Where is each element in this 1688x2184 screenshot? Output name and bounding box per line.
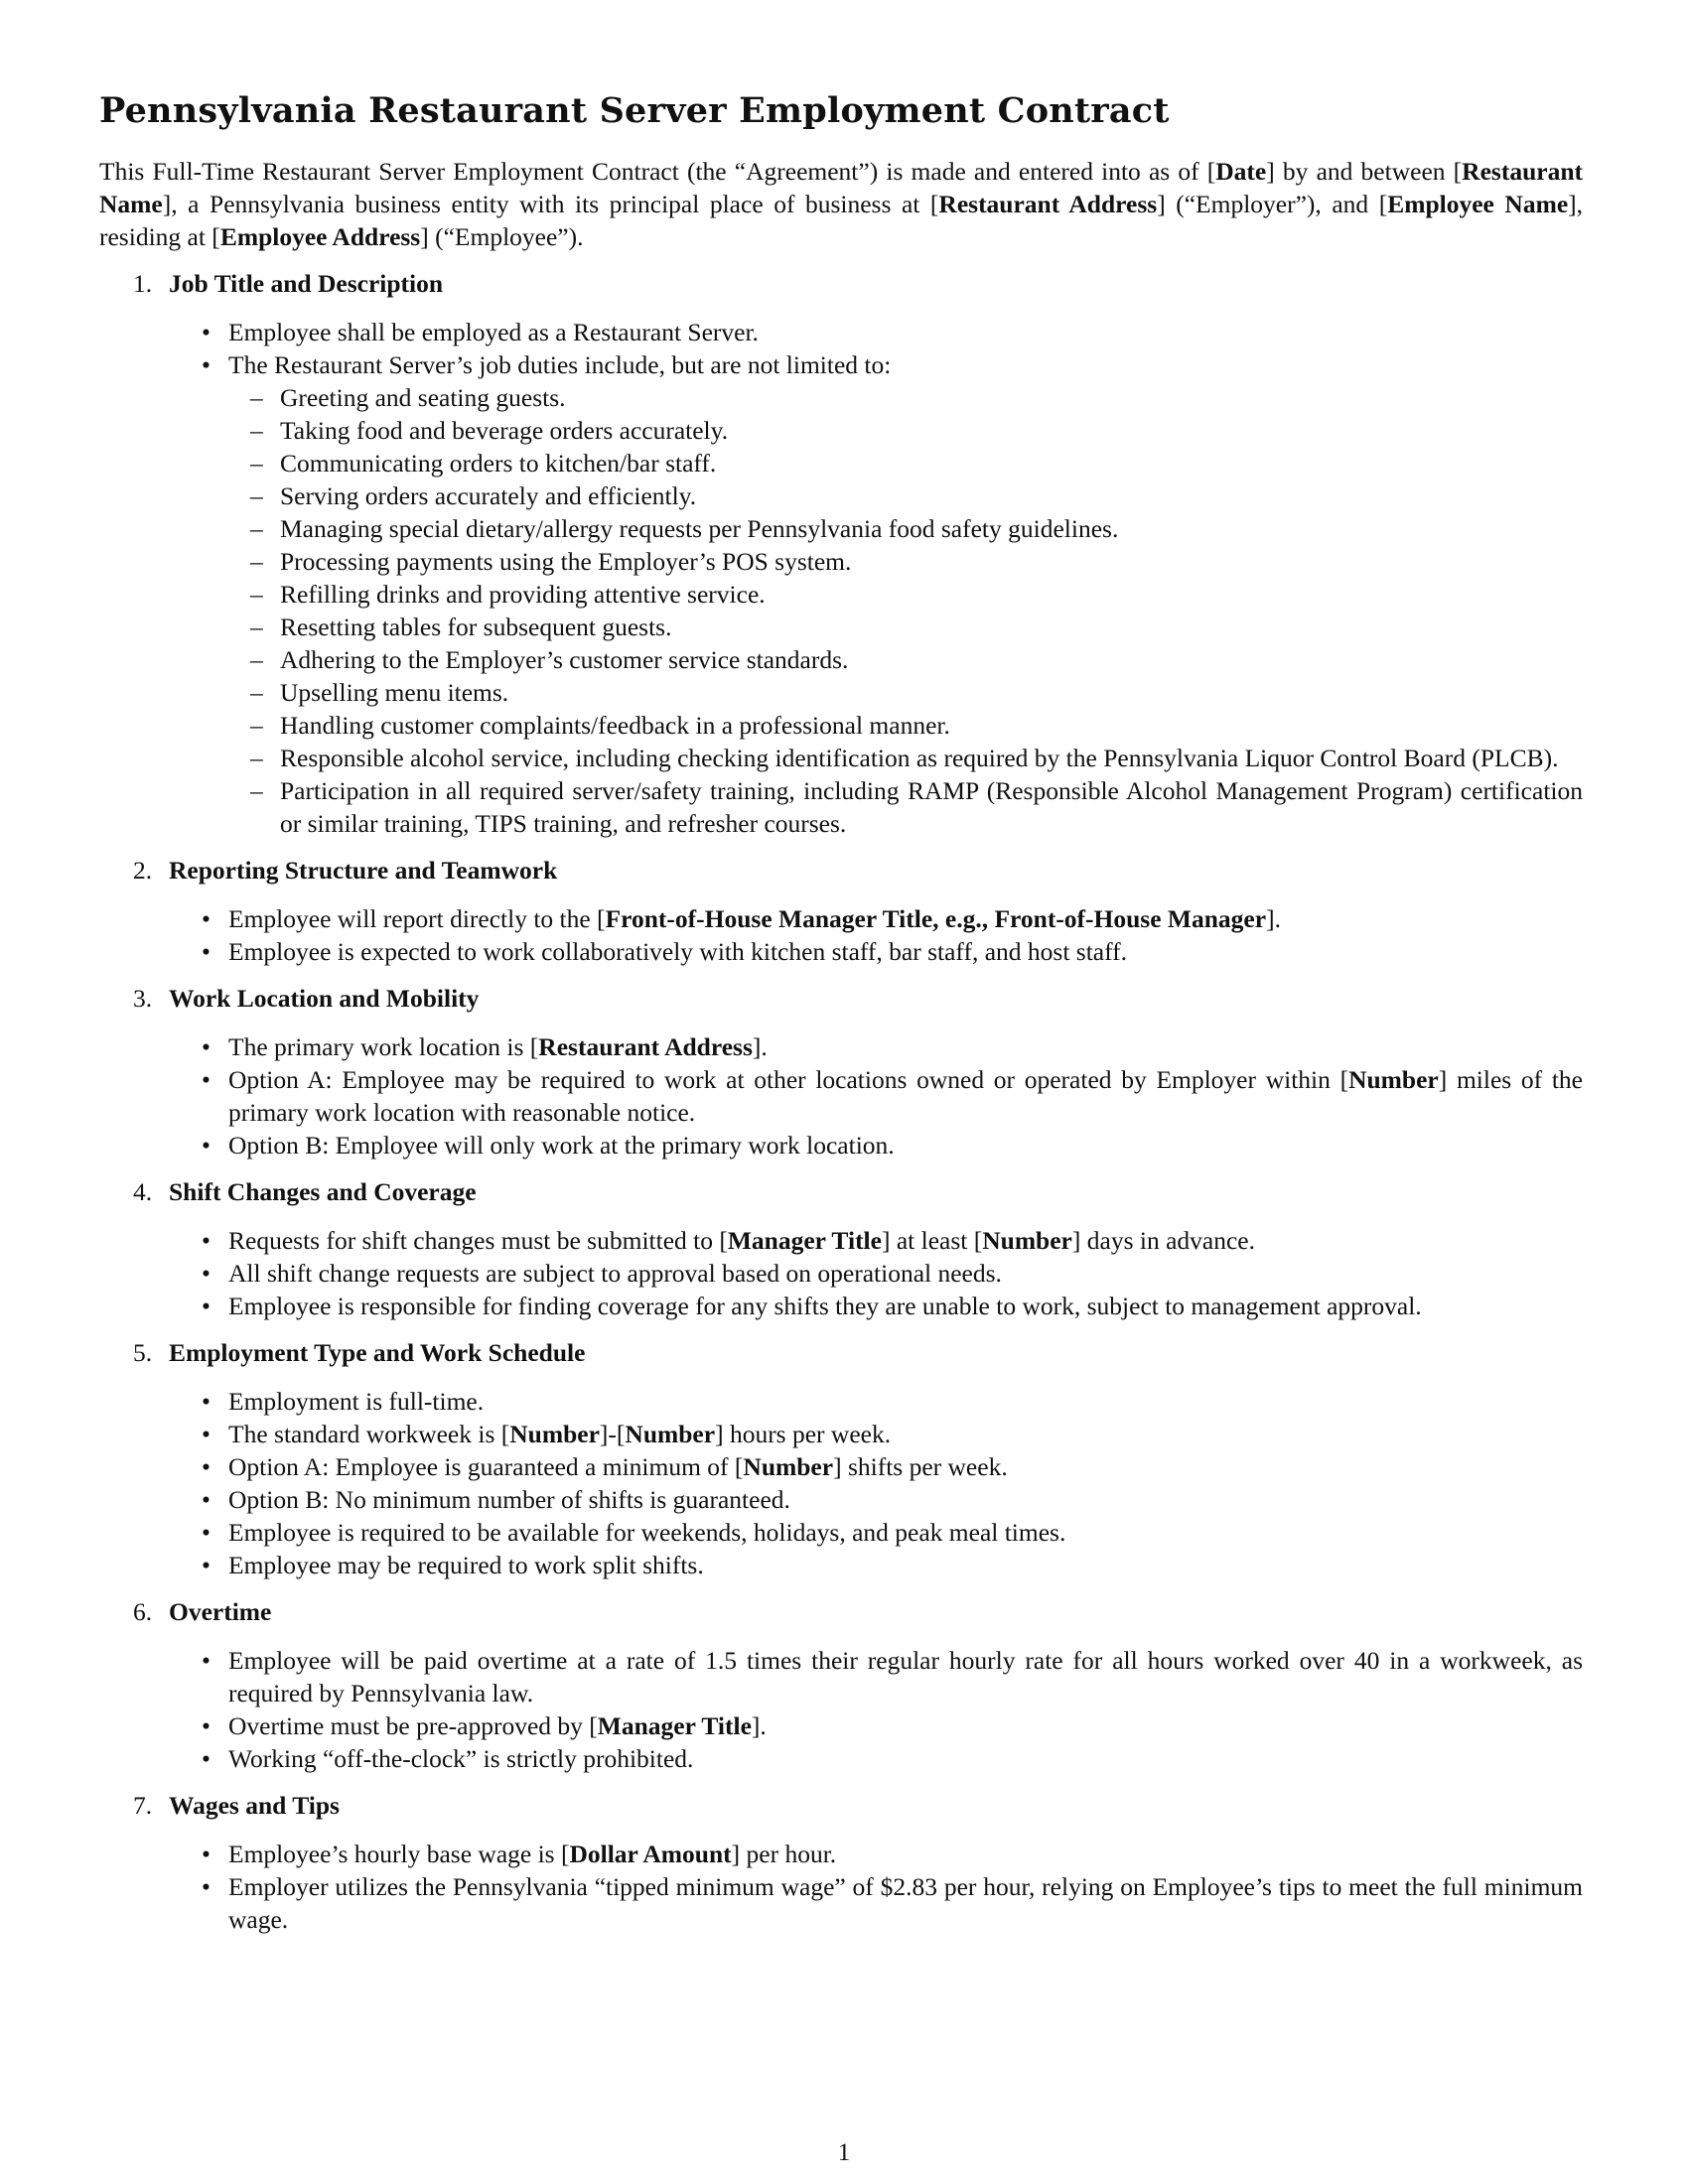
bullet-list (169, 1644, 1583, 1775)
sub-item (228, 676, 1583, 709)
item-text: Requests for shift changes must be submitted to [ (228, 1226, 728, 1255)
list-item (169, 935, 1583, 968)
section-title: Job Title and Description (169, 269, 444, 298)
item-text: All shift change requests are subject to approval based on operational needs. (228, 1259, 1002, 1288)
sub-item (228, 381, 1583, 414)
item-text: ]-[ (599, 1420, 626, 1448)
bullet-list (169, 316, 1583, 840)
bullet-icon: • (202, 1744, 211, 1773)
item-text: Employment is full-time. (228, 1387, 485, 1416)
list-item (169, 1483, 1583, 1516)
list-item (169, 1418, 1583, 1450)
list-item (169, 1709, 1583, 1742)
intro-text: ] (“Employer”), and [ (1157, 190, 1388, 218)
section-3 (99, 982, 1583, 1161)
sub-item (228, 479, 1583, 512)
bullet-icon: • (202, 1420, 211, 1448)
duty-text: Processing payments using the Employer’s POS system. (280, 547, 852, 576)
section-number: 2. (133, 856, 153, 885)
item-text: Employee is expected to work collaboratively with kitchen staff, bar staff, and host staff. (228, 937, 1128, 966)
bullet-icon: • (202, 1065, 211, 1094)
dash-icon: – (250, 678, 263, 707)
intro-text: ] (“Employee”). (420, 222, 584, 251)
item-text: The Restaurant Server’s job duties include, but are not limited to: (228, 350, 892, 379)
placeholder-dollar-amount: Dollar Amount (569, 1840, 732, 1868)
dash-icon: – (250, 776, 263, 805)
item-text: Employee is responsible for finding coverage for any shifts they are unable to work, subject to management approval. (228, 1292, 1422, 1320)
bullet-list (169, 1030, 1583, 1161)
intro-text: This Full-Time Restaurant Server Employment Contract (the “Agreement”) is made and entered into as of [ (99, 157, 1216, 186)
bullet-icon: • (202, 1032, 211, 1061)
item-text: Employee’s hourly base wage is [ (228, 1840, 570, 1868)
bullet-icon: • (202, 1485, 211, 1514)
bullet-icon: • (202, 1840, 211, 1868)
bullet-icon: • (202, 1259, 211, 1288)
sub-item (228, 414, 1583, 447)
bullet-icon: • (202, 1226, 211, 1255)
bullet-icon: • (202, 904, 211, 933)
dash-icon: – (250, 514, 263, 543)
dash-icon: – (250, 383, 263, 412)
duty-text: Greeting and seating guests. (280, 383, 566, 412)
list-item (169, 1030, 1583, 1063)
duty-text: Managing special dietary/allergy requests per Pennsylvania food safety guidelines. (280, 514, 1119, 543)
item-text: ] per hour. (731, 1840, 837, 1868)
item-text: Employee may be required to work split shifts. (228, 1551, 704, 1579)
duty-text: Responsible alcohol service, including checking identification as required by the Pennsylvania Liquor Control Board (PLCB). (280, 744, 1559, 772)
item-text: Employer utilizes the Pennsylvania “tipped minimum wage” of $2.83 per hour, relying on Employee’s tips to meet the full minimum wage. (228, 1872, 1583, 1934)
contract-page (99, 89, 1583, 1950)
item-text: Working “off-the-clock” is strictly prohibited. (228, 1744, 694, 1773)
bullet-icon: • (202, 1646, 211, 1675)
list-item (169, 1257, 1583, 1290)
section-number: 5. (133, 1338, 153, 1367)
dash-icon: – (250, 580, 263, 609)
duties-list (228, 381, 1583, 840)
item-text: Option A: Employee may be required to work at other locations owned or operated by Employer within [ (228, 1065, 1349, 1094)
item-text: ]. (751, 1711, 767, 1740)
item-text: Employee will report directly to the [ (228, 904, 606, 933)
section-6 (99, 1595, 1583, 1775)
item-text: The standard workweek is [ (228, 1420, 510, 1448)
document-title: Pennsylvania Restaurant Server Employment Contract (99, 90, 1170, 131)
intro-text: ], a Pennsylvania business entity with its principal place of business at [ (162, 190, 939, 218)
item-text: ] hours per week. (715, 1420, 892, 1448)
section-title: Employment Type and Work Schedule (169, 1338, 586, 1367)
list-item (169, 1516, 1583, 1549)
section-number: 1. (133, 269, 153, 298)
dash-icon: – (250, 711, 263, 740)
item-text: ] at least [ (881, 1226, 983, 1255)
section-7 (99, 1789, 1583, 1936)
list-item (169, 1385, 1583, 1418)
bullet-icon: • (202, 1387, 211, 1416)
list-item (169, 1290, 1583, 1322)
section-2 (99, 854, 1583, 968)
placeholder-number: Number (625, 1420, 716, 1448)
dash-icon: – (250, 416, 263, 445)
duty-text: Handling customer complaints/feedback in a professional manner. (280, 711, 950, 740)
placeholder-number: Number (982, 1226, 1072, 1255)
list-item (169, 316, 1583, 348)
bullet-icon: • (202, 1452, 211, 1481)
placeholder-number: Number (509, 1420, 600, 1448)
list-item (169, 1644, 1583, 1709)
bullet-icon: • (202, 1711, 211, 1740)
placeholder-restaurant-address: Restaurant Address (538, 1032, 753, 1061)
placeholder-manager-title: Front-of-House Manager Title, e.g., Front-of-House Manager (605, 904, 1267, 933)
placeholder-number: Number (1348, 1065, 1439, 1094)
placeholder-manager-title: Manager Title (727, 1226, 882, 1255)
placeholder-employee-name: Employee Name (1387, 190, 1569, 218)
placeholder-restaurant-name: Restaurant Name (99, 157, 1583, 218)
duty-text: Taking food and beverage orders accurately. (280, 416, 729, 445)
bullet-list (169, 1224, 1583, 1322)
item-text: Overtime must be pre-approved by [ (228, 1711, 598, 1740)
list-item (169, 1549, 1583, 1581)
item-text: ]. (752, 1032, 768, 1061)
item-text: Employee is required to be available for weekends, holidays, and peak meal times. (228, 1518, 1066, 1547)
bullet-icon: • (202, 318, 211, 346)
section-title: Wages and Tips (169, 1791, 340, 1820)
dash-icon: – (250, 449, 263, 478)
item-text: Employee shall be employed as a Restaurant Server. (228, 318, 759, 346)
list-item (169, 1742, 1583, 1775)
dash-icon: – (250, 744, 263, 772)
section-title: Work Location and Mobility (169, 984, 480, 1013)
bullet-icon: • (202, 937, 211, 966)
section-5 (99, 1336, 1583, 1581)
sub-item (228, 545, 1583, 578)
page-number: 1 (837, 2139, 851, 2166)
section-1 (99, 267, 1583, 840)
bullet-list (169, 1385, 1583, 1581)
intro-paragraph (99, 155, 1583, 253)
duty-text: Resetting tables for subsequent guests. (280, 613, 672, 641)
placeholder-number: Number (743, 1452, 834, 1481)
bullet-icon: • (202, 1292, 211, 1320)
list-item (169, 1063, 1583, 1129)
section-number: 7. (133, 1791, 153, 1820)
placeholder-date: Date (1215, 157, 1267, 186)
placeholder-restaurant-address: Restaurant Address (938, 190, 1158, 218)
sub-item (228, 447, 1583, 479)
duty-text: Adhering to the Employer’s customer service standards. (280, 645, 849, 674)
bullet-list (169, 902, 1583, 968)
item-text: Option B: Employee will only work at the primary work location. (228, 1131, 895, 1160)
dash-icon: – (250, 613, 263, 641)
section-title: Reporting Structure and Teamwork (169, 856, 558, 885)
sub-item (228, 611, 1583, 643)
item-text: Employee will be paid overtime at a rate of 1.5 times their regular hourly rate for all hours worked over 40 in a workweek, as required by Pennsylvania law. (228, 1646, 1583, 1707)
list-item (169, 348, 1583, 840)
sections-list (99, 267, 1583, 1936)
list-item (169, 1224, 1583, 1257)
sub-item (228, 774, 1583, 840)
placeholder-employee-address: Employee Address (219, 222, 421, 251)
duty-text: Participation in all required server/safety training, including RAMP (Responsible Alcohol Management Program) certification or similar training, TIPS training, and refresher courses. (280, 776, 1583, 838)
section-number: 3. (133, 984, 153, 1013)
bullet-list (169, 1838, 1583, 1936)
item-text: Option A: Employee is guaranteed a minimum of [ (228, 1452, 744, 1481)
item-text: ] miles of the primary work location with reasonable notice. (228, 1065, 1584, 1127)
dash-icon: – (250, 645, 263, 674)
bullet-icon: • (202, 1131, 211, 1160)
list-item (169, 1838, 1583, 1870)
item-text: ] shifts per week. (833, 1452, 1008, 1481)
duty-text: Communicating orders to kitchen/bar staff. (280, 449, 717, 478)
sub-item (228, 709, 1583, 742)
bullet-icon: • (202, 1518, 211, 1547)
list-item (169, 902, 1583, 935)
section-number: 4. (133, 1177, 153, 1206)
list-item (169, 1129, 1583, 1161)
sub-item (228, 742, 1583, 774)
section-4 (99, 1175, 1583, 1322)
duty-text: Refilling drinks and providing attentive service. (280, 580, 766, 609)
dash-icon: – (250, 547, 263, 576)
placeholder-manager-title: Manager Title (597, 1711, 752, 1740)
bullet-icon: • (202, 1551, 211, 1579)
sub-item (228, 643, 1583, 676)
item-text: The primary work location is [ (228, 1032, 539, 1061)
bullet-icon: • (202, 350, 211, 379)
section-title: Shift Changes and Coverage (169, 1177, 477, 1206)
list-item (169, 1450, 1583, 1483)
intro-text: ] by and between [ (1266, 157, 1463, 186)
sub-item (228, 512, 1583, 545)
dash-icon: – (250, 481, 263, 510)
duty-text: Serving orders accurately and efficiently. (280, 481, 697, 510)
item-text: ]. (1266, 904, 1281, 933)
item-text: Option B: No minimum number of shifts is guaranteed. (228, 1485, 790, 1514)
list-item (169, 1870, 1583, 1936)
item-text: ] days in advance. (1071, 1226, 1255, 1255)
sub-item (228, 578, 1583, 611)
section-number: 6. (133, 1597, 153, 1626)
intro-text: ], residing at [ (99, 190, 1584, 251)
section-title: Overtime (169, 1597, 272, 1626)
duty-text: Upselling menu items. (280, 678, 509, 707)
bullet-icon: • (202, 1872, 211, 1901)
